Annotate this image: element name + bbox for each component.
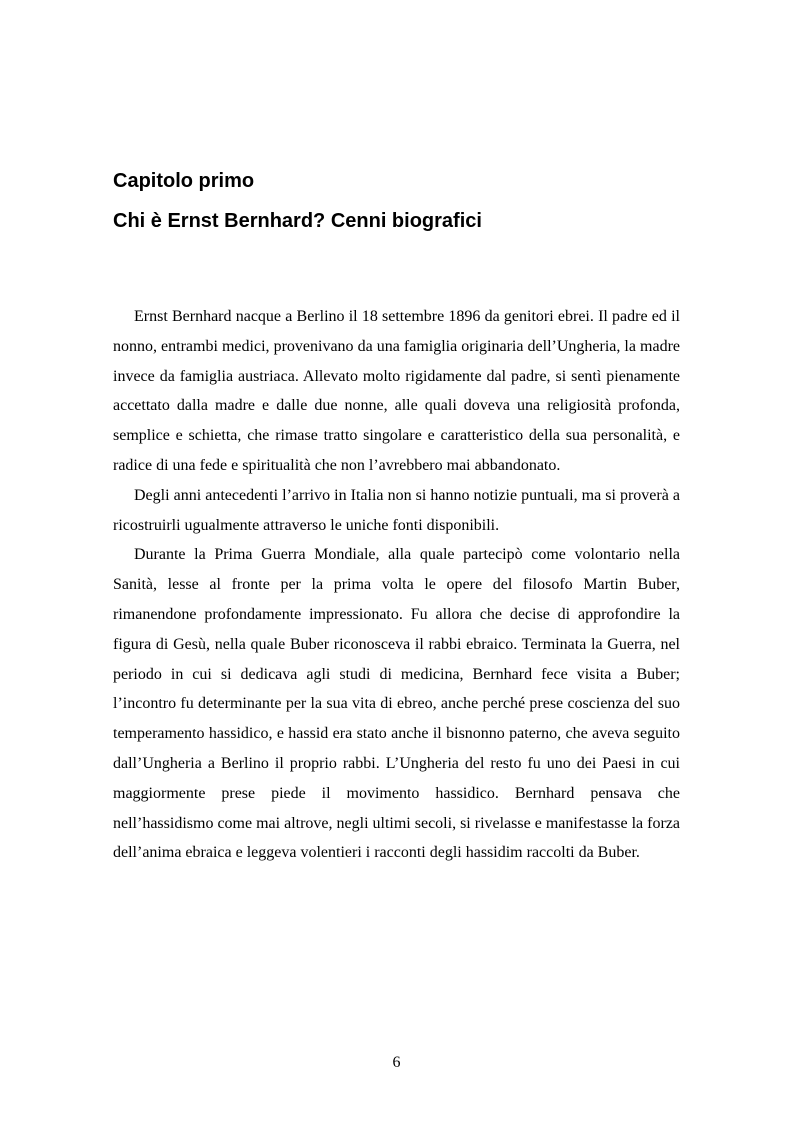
paragraph: Degli anni antecedenti l’arrivo in Italia non si hanno notizie puntuali, ma si proverà a ricostruirli ugualmente attraverso le uniche fonti disponibili. <box>113 486 680 534</box>
chapter-label: Capitolo primo <box>113 170 255 192</box>
chapter-title: Chi è Ernst Bernhard? Cenni biografici <box>113 210 482 232</box>
paragraph: Durante la Prima Guerra Mondiale, alla quale partecipò come volontario nella Sanità, lesse al fronte per la prima volta le opere del filosofo Martin Buber, rimanendone profondamente impressionato. Fu allora che decise di approfondire la figura di Gesù, nella quale Buber riconosceva il rabbi ebraico. Terminata la Guerra, nel periodo in cui si dedicava agli studi di medicina, Bernhard fece visita a Buber; l’incontro fu determinante per la sua vita di ebreo, anche perché prese coscienza del suo temperamento hassidico, e hassid era stato anche il bisnonno paterno, che aveva seguito dall’Ungheria a Berlino il proprio rabbi. L’Ungheria del resto fu uno dei Paesi in cui maggiormente prese piede il movimento hassidico. Bernhard pensava che nell’hassidismo come mai altrove, negli ultimi secoli, si rivelasse e manifestasse la forza dell’anima ebraica e leggeva volentieri i racconti degli hassidim raccolti da Buber. <box>113 546 680 862</box>
page-number: 6 <box>392 1054 401 1071</box>
body-text <box>113 302 680 868</box>
paragraph: Ernst Bernhard nacque a Berlino il 18 settembre 1896 da genitori ebrei. Il padre ed il nonno, entrambi medici, provenivano da una famiglia originaria dell’Ungheria, la madre invece da famiglia austriaca. Allevato molto rigidamente dal padre, si sentì pienamente accettato dalla madre e dalle due nonne, alle quali doveva una religiosità profonda, semplice e schietta, che rimase tratto singolare e caratteristico della sua personalità, e radice di una fede e spiritualità che non l’avrebbero mai abbandonato. <box>113 308 680 474</box>
